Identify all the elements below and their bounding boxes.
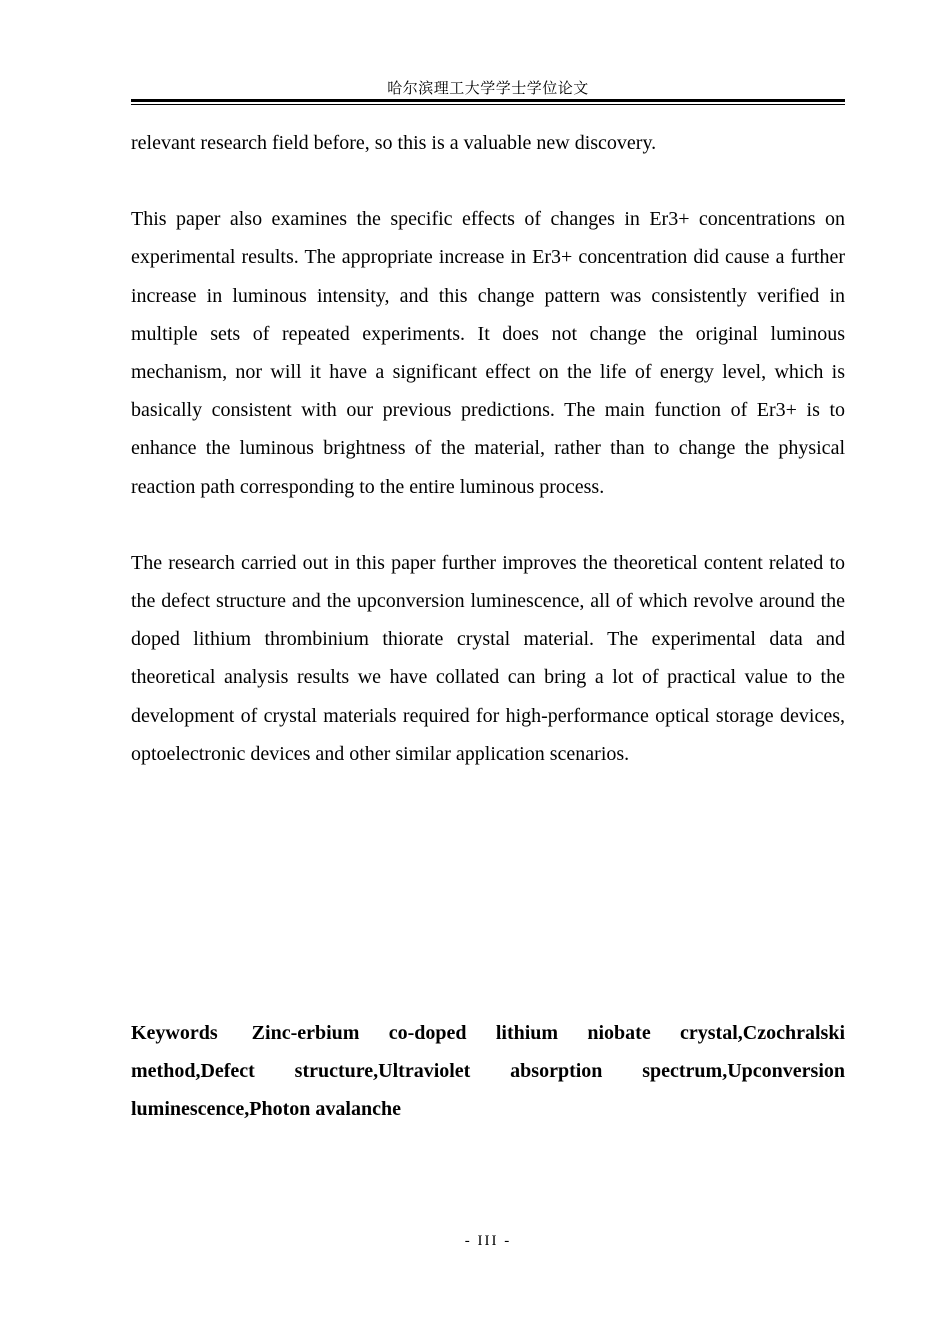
body-text <box>131 124 845 773</box>
header-rule-thick <box>131 99 845 102</box>
running-header: 哈尔滨理工大学学士学位论文 <box>387 79 589 97</box>
paragraph-research-value: The research carried out in this paper further improves the theoretical content related to the defect structure and the upconversion luminescence, all of which revolve around the doped lithium thrombinium thiorate crystal material. The experimental data and theoretical analysis results we have collated can bring a lot of practical value to the development of crystal materials required for high-performance optical storage devices, optoelectronic devices and other similar application scenarios. <box>131 551 845 765</box>
header-rule-thin <box>131 104 845 105</box>
paragraph-er3-concentration: This paper also examines the specific effects of changes in Er3+ concentrations on experimental results. The appropriate increase in Er3+ concentration did cause a further increase in luminous intensity, and this change pattern was consistently verified in multiple sets of repeated experiments. It does not change the original luminous mechanism, nor will it have a significant effect on the life of energy level, which is basically consistent with our previous predictions. The main function of Er3+ is to enhance the luminous brightness of the material, rather than to change the physical reaction path corresponding to the entire luminous process. <box>131 208 845 498</box>
paragraph-continuation: relevant research field before, so this is a valuable new discovery. <box>131 132 657 154</box>
keywords-list: Zinc-erbium co-doped lithium niobate crystal,Czochralski method,Defect structure,Ultraviolet absorption spectrum,Upconversion luminescence,Photon avalanche <box>131 1022 845 1121</box>
keywords-label: Keywords <box>131 1022 218 1044</box>
page-number: - III - <box>464 1233 512 1249</box>
keywords-block <box>131 1014 845 1129</box>
